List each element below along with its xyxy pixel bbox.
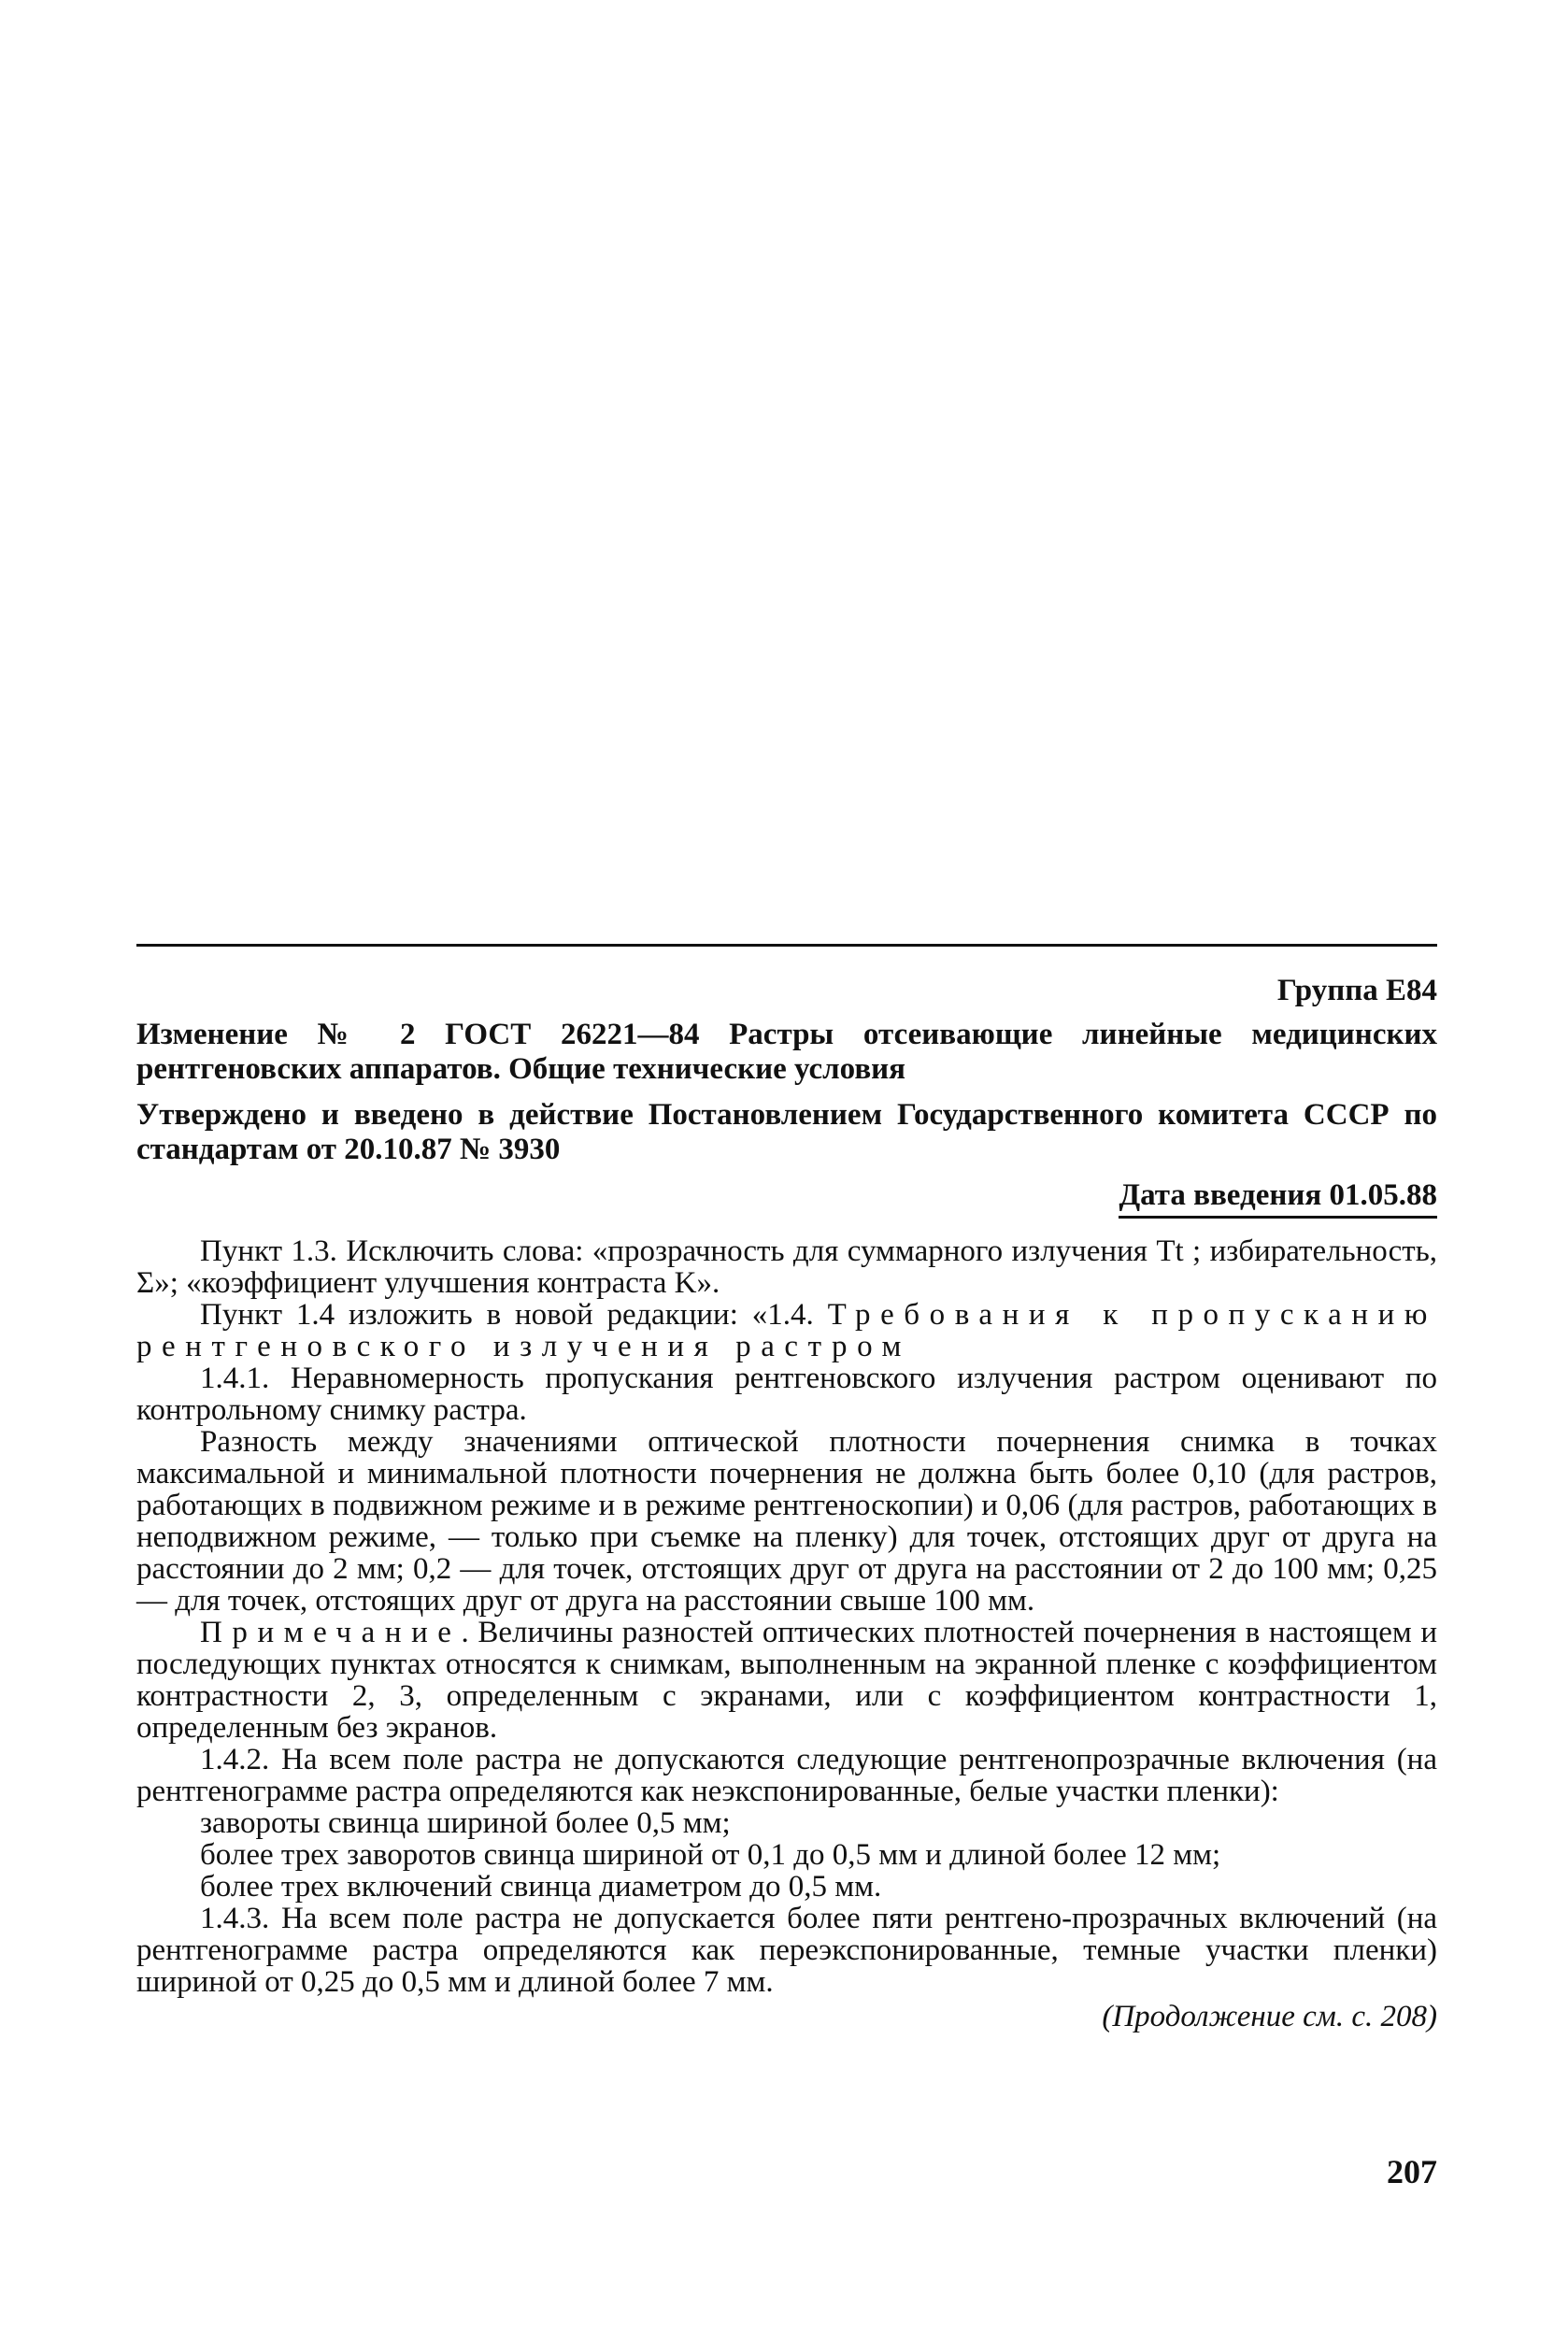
- page-number: 207: [1387, 2153, 1437, 2190]
- body-text: [136, 1235, 1437, 2035]
- paragraph-1-4-3: 1.4.3. На всем поле растра не допускается более пяти рентгено-прозрачных включений (на рентгенограмме растра определяются как переэкспонированные, темные участки пленки) шириной от 0,25 до 0,5 мм и длиной более 7 мм.: [136, 1902, 1437, 1999]
- continuation-note: (Продолжение см. с. 208): [1102, 2000, 1437, 2033]
- effective-date: Дата введения 01.05.88: [1119, 1175, 1437, 1219]
- group-code: Группа Е84: [1276, 974, 1437, 1007]
- effective-date-line: [136, 1175, 1437, 1219]
- top-rule: [136, 944, 1437, 947]
- paragraph-1-4-lead: Пункт 1.4 изложить в новой редакции: «1.4.: [200, 1298, 828, 1332]
- paragraph-1-3: Пункт 1.3. Исключить слова: «прозрачность для суммарного излучения Tt ; избирательность, Σ»; «коэффициент улучшения контраста K».: [136, 1234, 1437, 1300]
- paragraph-1-4-2: 1.4.2. На всем поле растра не допускаются следующие рентгенопрозрачные включения (на рентгенограмме растра определяются как неэкспонированные, белые участки пленки):: [136, 1743, 1437, 1808]
- approval-statement: Утверждено и введено в действие Постановлением Государственного комитета СССР по стандартам от 20.10.87 № 3930: [136, 1098, 1437, 1166]
- paragraph-1-4: [136, 1299, 1437, 1362]
- note-text: . Величины разностей оптических плотностей почернения в настоящем и последующих пунктах относятся к снимкам, выполненным на экранной пленке с коэффициентом контрастности 2, 3, определенным с экранами, или с коэффициентом контрастности 1, определенным без экранов.: [136, 1616, 1437, 1745]
- list-item-lead-folds-count: более трех заворотов свинца шириной от 0,1 до 0,5 мм и длиной более 12 мм;: [200, 1838, 1221, 1872]
- paragraph-note: [136, 1617, 1437, 1744]
- note-label: Примечание: [200, 1616, 462, 1649]
- paragraph-density-difference: Разность между значениями оптической плотности почернения снимка в точках максимальной и минимальной плотности почернения не должна быть более 0,10 (для растров, работающих в подвижном режиме и в режиме рентгеноскопии) и 0,06 (для растров, работающих в неподвижном режиме, — только при съемке на пленку) для точек, отстоящих друг от друга на расстоянии до 2 мм; 0,2 — для точек, отстоящих друг от друга на расстоянии от 2 до 100 мм; 0,25 — для точек, отстоящих друг от друга на расстоянии свыше 100 мм.: [136, 1425, 1437, 1618]
- paragraph-1-4-1: 1.4.1. Неравномерность пропускания рентгеновского излучения растром оценивают по контрольному снимку растра.: [136, 1362, 1437, 1427]
- amendment-heading: Изменение № 2 ГОСТ 26221—84 Растры отсеивающие линейные медицинских рентгеновских аппаратов. Общие технические условия: [136, 1018, 1437, 1086]
- document-content: [136, 944, 1437, 2035]
- list-item-lead-folds: завороты свинца шириной более 0,5 мм;: [200, 1806, 731, 1840]
- list-item-lead-inclusions: более трех включений свинца диаметром до 0,5 мм.: [200, 1870, 882, 1904]
- paragraph-1-4-title: Требования к пропусканию рентгеновского излучения растром: [136, 1298, 1438, 1363]
